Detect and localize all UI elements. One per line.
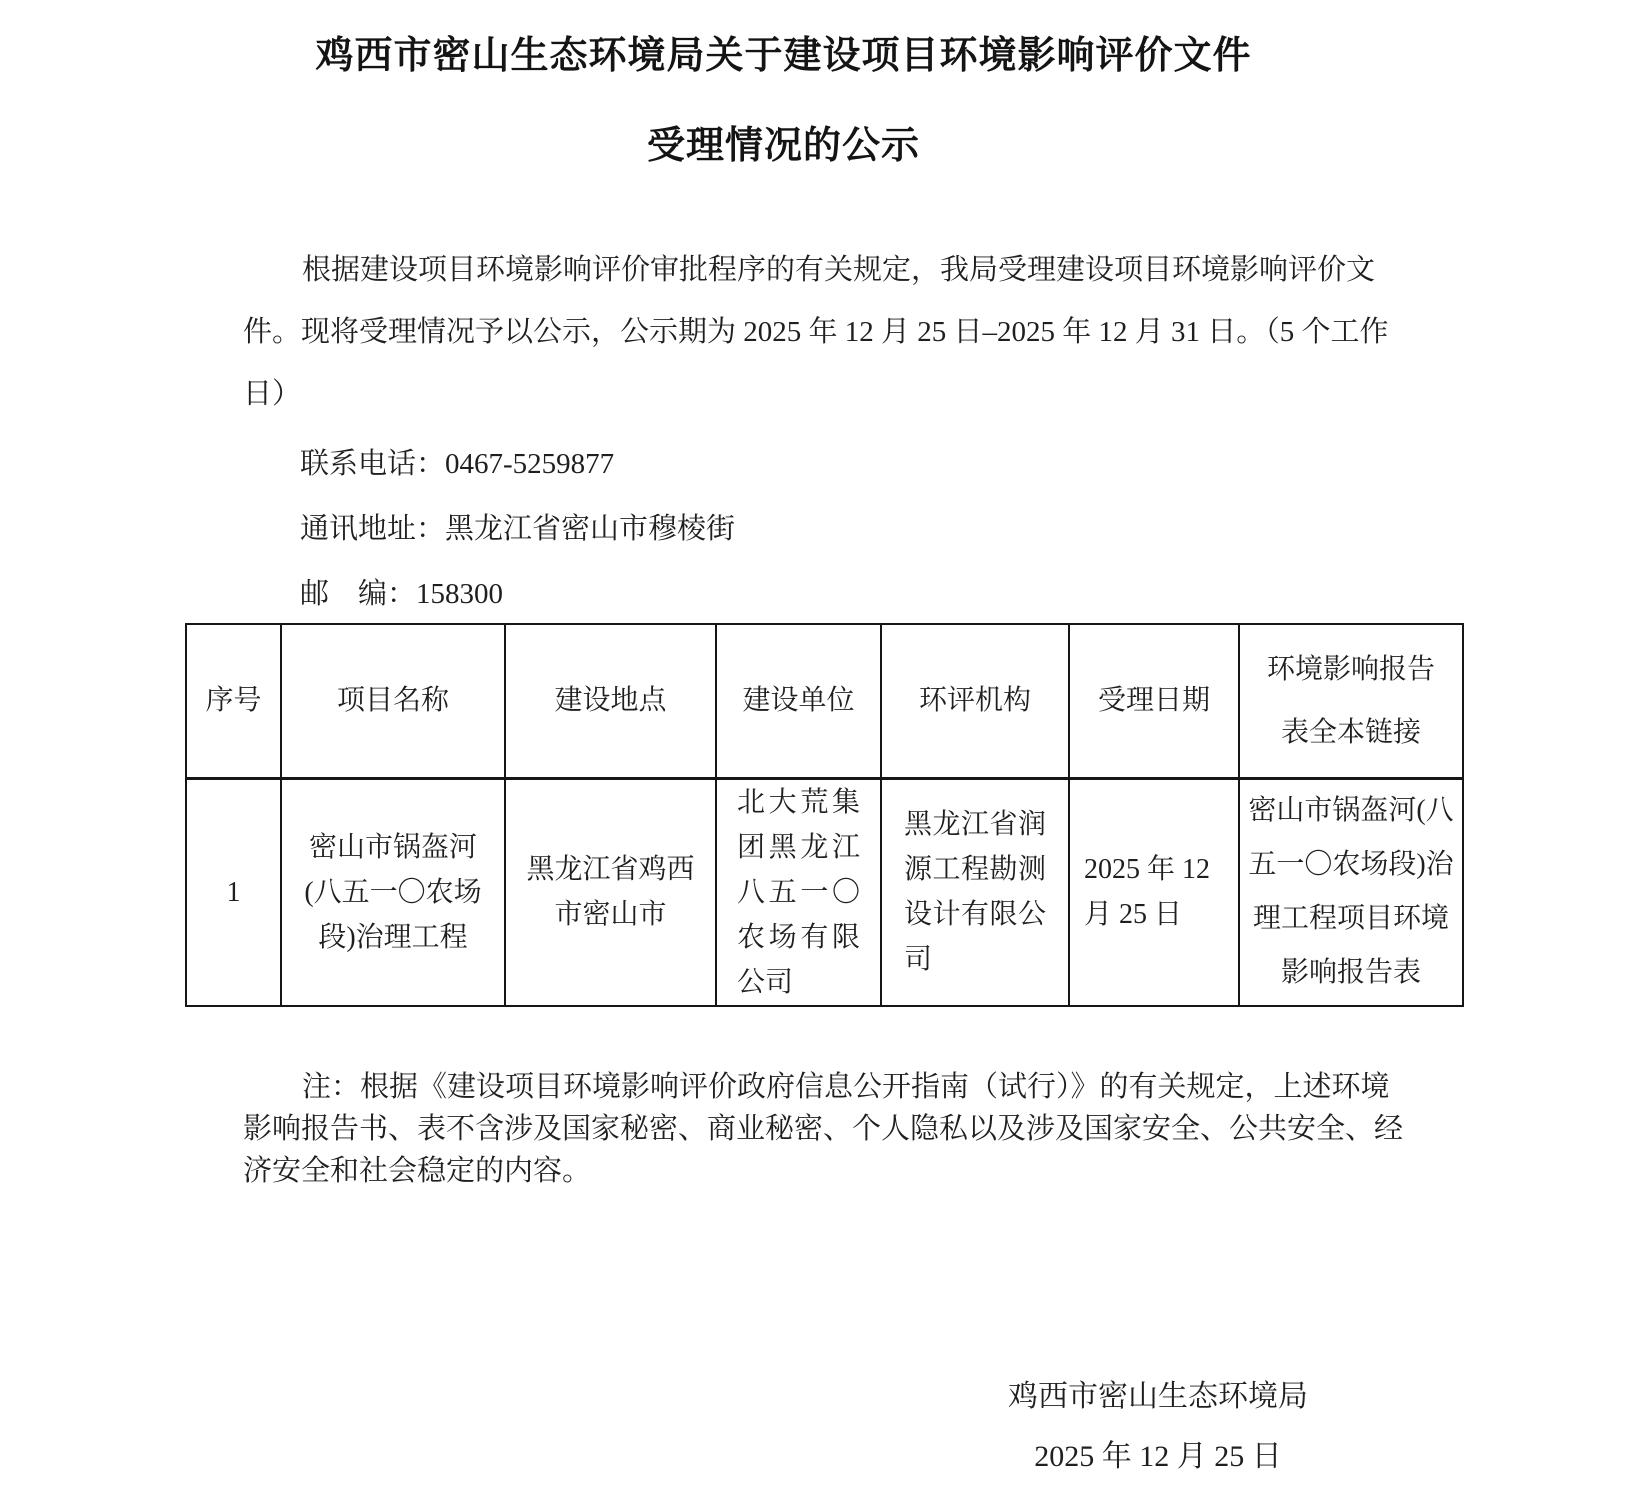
document-title-line2: 受理情况的公示 xyxy=(646,125,920,167)
header-project-name: 项目名称 xyxy=(281,624,505,778)
header-construction-location: 建设地点 xyxy=(505,624,716,778)
signature-organization: 鸡西市密山生态环境局 xyxy=(1008,1380,1308,1413)
header-report-link xyxy=(1239,624,1463,778)
contact-address: 通讯地址：黑龙江省密山市穆棱街 xyxy=(300,513,736,545)
note-paragraph: 注：根据《建设项目环境影响评价政府信息公开指南（试行）》的有关规定，上述环境影响报告书、表不含涉及国家秘密、商业秘密、个人隐私以及涉及国家安全、公共安全、经济安全和社会稳定的内容。 xyxy=(243,1071,1404,1187)
header-report-link-line2: 表全本链接 xyxy=(1280,716,1421,748)
header-construction-unit: 建设单位 xyxy=(716,624,881,778)
cell-acceptance-date: 2025 年 12 月 25 日 xyxy=(1069,778,1239,1006)
header-serial-number: 序号 xyxy=(186,624,281,778)
table-row xyxy=(186,778,1463,1006)
signature-date: 2025 年 12 月 25 日 xyxy=(1034,1440,1282,1473)
cell-serial-number: 1 xyxy=(186,778,281,1006)
acceptance-table xyxy=(185,623,1464,1007)
cell-project-name: 密山市锅盔河(八五一〇农场段)治理工程 xyxy=(281,778,505,1006)
header-eia-agency: 环评机构 xyxy=(881,624,1069,778)
cell-construction-location: 黑龙江省鸡西市密山市 xyxy=(505,778,716,1006)
header-report-link-line1: 环境影响报告 xyxy=(1266,653,1435,685)
cell-eia-agency: 黑龙江省润源工程勘测设计有限公司 xyxy=(881,778,1069,1006)
postal-code: 邮 编：158300 xyxy=(300,578,504,610)
intro-paragraph: 根据建设项目环境影响评价审批程序的有关规定，我局受理建设项目环境影响评价文件。现将受理情况予以公示，公示期为 2025 年 12 月 25 日–2025 年 12 月 31 日。（5 个工作日） xyxy=(243,254,1389,410)
cell-construction-unit: 北大荒集团黑龙江八五一〇农场有限公司 xyxy=(716,778,881,1006)
contact-phone: 联系电话：0467-5259877 xyxy=(300,448,615,480)
signature-block xyxy=(858,1380,1458,1474)
header-acceptance-date: 受理日期 xyxy=(1069,624,1239,778)
document-title-line1: 鸡西市密山生态环境局关于建设项目环境影响评价文件 xyxy=(315,35,1252,77)
table-header-row xyxy=(186,624,1463,778)
cell-report-link[interactable]: 密山市锅盔河(八五一〇农场段)治理工程项目环境影响报告表 xyxy=(1239,778,1463,1006)
